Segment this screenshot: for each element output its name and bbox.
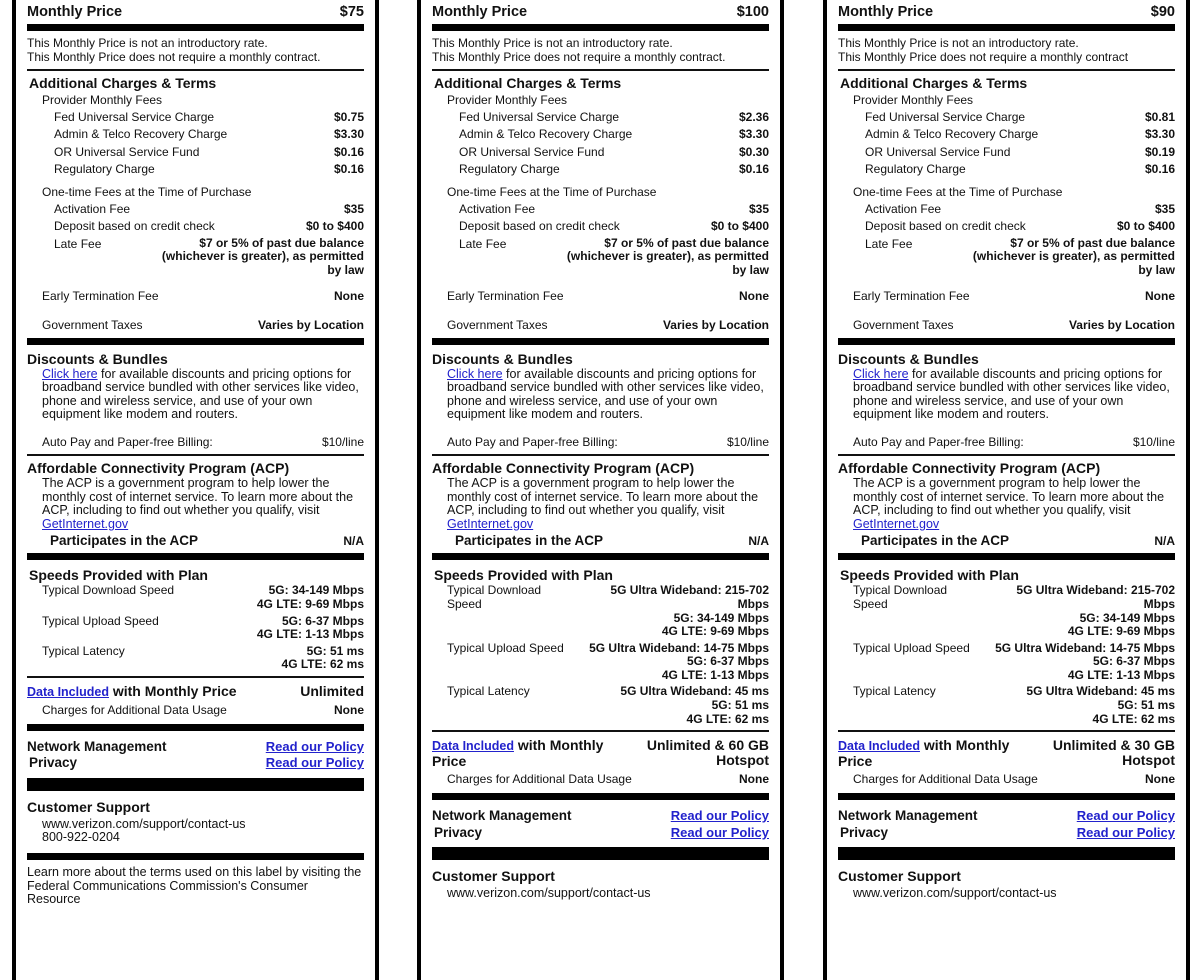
acp-body: The ACP is a government program to help lower the monthly cost of internet service. To learn more about the ACP, including to find out whether you qualify, visit xyxy=(42,475,354,518)
speed-value: 4G LTE: 9-69 Mbps xyxy=(1067,624,1175,639)
speed-value: 4G LTE: 1-13 Mbps xyxy=(1067,667,1175,682)
divider-thick xyxy=(27,338,364,345)
network-management-row xyxy=(27,739,364,756)
speed-value: 5G: 34-149 Mbps xyxy=(1079,610,1175,625)
divider-thick xyxy=(838,553,1175,560)
data-included-label xyxy=(27,684,237,700)
speed-value: 4G LTE: 9-69 Mbps xyxy=(661,624,769,639)
data-included-rest: with Monthly Price xyxy=(432,737,604,770)
fee-row xyxy=(432,126,769,143)
autopay-value: $10/line xyxy=(1132,434,1175,449)
speed-value: 5G Ultra Wideband: 45 ms xyxy=(620,684,769,699)
broadband-label xyxy=(417,0,784,980)
fee-value: $0.16 xyxy=(333,161,364,176)
discounts-body: for available discounts and pricing options for broadband service bundled with other services like video, phone and wireless service, and use of your own equipment like modem and routers. xyxy=(447,366,764,422)
acp-part-label: Participates in the ACP xyxy=(50,533,199,549)
speed-value: 5G: 6-37 Mbps xyxy=(1092,654,1175,669)
fee-row xyxy=(27,161,364,178)
onetime-fees-title: One-time Fees at the Time of Purchase xyxy=(853,185,1063,200)
network-management-row xyxy=(432,808,769,825)
divider-thin xyxy=(27,69,364,71)
tax-label: Government Taxes xyxy=(853,317,954,332)
privacy-label: Privacy xyxy=(434,824,483,840)
fee-value: $35 xyxy=(343,202,364,217)
intro-note: This Monthly Price is not an introductory rate. xyxy=(838,36,1079,50)
discounts-text xyxy=(432,368,769,422)
fee-row-deposit xyxy=(432,218,769,235)
fee-name: Regulatory Charge xyxy=(459,161,560,176)
upload-label: Typical Upload Speed xyxy=(447,640,564,655)
additional-charges-title: Additional Charges & Terms xyxy=(29,75,217,91)
contract-note: This Monthly Price does not require a monthly contract. xyxy=(27,49,321,64)
autopay-row xyxy=(838,434,1175,451)
download-speed-row xyxy=(27,584,364,611)
fee-name: OR Universal Service Fund xyxy=(54,144,200,159)
fee-value: $0.81 xyxy=(1144,110,1175,124)
monthly-price-value: $100 xyxy=(736,4,769,20)
divider-thin xyxy=(838,69,1175,71)
fee-row-activation xyxy=(432,201,769,218)
discounts-link[interactable]: Click here xyxy=(853,366,909,381)
speed-value: 5G: 6-37 Mbps xyxy=(686,654,769,669)
fee-row xyxy=(838,161,1175,178)
speeds-title: Speeds Provided with Plan xyxy=(29,567,208,584)
fee-name: Fed Universal Service Charge xyxy=(54,110,215,124)
privacy-row xyxy=(432,825,769,842)
privacy-label: Privacy xyxy=(840,824,889,840)
autopay-value: $10/line xyxy=(726,434,769,449)
provider-fees-list xyxy=(27,109,364,178)
fee-name: Deposit based on credit check xyxy=(865,219,1026,234)
divider-thin xyxy=(838,454,1175,456)
latency-row xyxy=(27,645,364,672)
speed-value: 5G: 51 ms xyxy=(306,643,364,658)
fee-value: $0.16 xyxy=(738,161,769,176)
fee-name: Admin & Telco Recovery Charge xyxy=(459,127,633,142)
fee-value: $3.30 xyxy=(333,127,364,142)
latency-values xyxy=(620,685,769,726)
fee-row-late xyxy=(838,236,1175,278)
acp-part-value: N/A xyxy=(343,534,364,549)
fee-value: $0.75 xyxy=(333,110,364,124)
onetime-fees-title: One-time Fees at the Time of Purchase xyxy=(42,185,252,200)
additional-data-label: Charges for Additional Data Usage xyxy=(42,702,227,717)
latency-values xyxy=(282,645,364,672)
acp-title: Affordable Connectivity Program (ACP) xyxy=(432,459,695,476)
speed-value: 5G: 51 ms xyxy=(1117,698,1175,713)
fee-row-late xyxy=(432,236,769,278)
provider-fees-title: Provider Monthly Fees xyxy=(42,93,163,107)
contract-note: This Monthly Price does not require a monthly contract xyxy=(838,49,1129,64)
fee-row xyxy=(432,144,769,161)
tax-label: Government Taxes xyxy=(447,317,548,332)
acp-body: The ACP is a government program to help lower the monthly cost of internet service. To learn more about the ACP, including to find out whether you qualify, visit xyxy=(447,475,759,518)
discounts-title: Discounts & Bundles xyxy=(27,350,168,367)
onetime-fees-title: One-time Fees at the Time of Purchase xyxy=(447,185,657,200)
fee-value: $0.16 xyxy=(1144,161,1175,176)
support-phone: 800-922-0204 xyxy=(42,830,120,845)
speeds-title: Speeds Provided with Plan xyxy=(434,567,613,584)
divider-thick xyxy=(432,24,769,31)
speed-value: 5G Ultra Wideband: 215-702 Mbps xyxy=(610,583,769,611)
privacy-policy-link[interactable]: Read our Policy xyxy=(265,755,364,771)
upload-values xyxy=(257,615,364,642)
download-values xyxy=(257,584,364,611)
etf-row xyxy=(27,288,364,305)
autopay-label: Auto Pay and Paper-free Billing: xyxy=(853,434,1024,449)
provider-fees-list xyxy=(432,109,769,178)
data-included-value: Unlimited & 60 GB Hotspot xyxy=(646,737,769,769)
privacy-row xyxy=(838,825,1175,842)
fee-name: Late Fee xyxy=(865,236,913,251)
acp-part-label: Participates in the ACP xyxy=(861,533,1010,549)
data-included-link[interactable]: Data Included xyxy=(838,739,920,754)
speed-value: 4G LTE: 9-69 Mbps xyxy=(256,596,364,611)
fee-value: $0 to $400 xyxy=(305,219,364,234)
fee-value: $0.30 xyxy=(738,144,769,159)
speed-value: 5G Ultra Wideband: 14-75 Mbps xyxy=(589,640,769,655)
getinternet-link[interactable]: GetInternet.gov xyxy=(42,516,129,531)
fee-name: Activation Fee xyxy=(865,202,942,217)
privacy-label: Privacy xyxy=(29,755,78,771)
divider-thick xyxy=(27,24,364,31)
acp-part-label: Participates in the ACP xyxy=(455,533,604,549)
monthly-price-row xyxy=(432,3,769,21)
acp-part-value: N/A xyxy=(1154,534,1175,549)
latency-label: Typical Latency xyxy=(853,684,936,699)
monthly-price-label: Monthly Price xyxy=(838,4,934,20)
monthly-price-value: $90 xyxy=(1150,4,1175,20)
etf-label: Early Termination Fee xyxy=(42,288,159,303)
download-label: Typical Download Speed xyxy=(447,583,542,611)
additional-data-value: None xyxy=(334,702,364,717)
latency-label: Typical Latency xyxy=(447,684,530,699)
tax-label: Government Taxes xyxy=(42,317,143,332)
provider-fees-list xyxy=(838,109,1175,178)
privacy-policy-link[interactable]: Read our Policy xyxy=(1076,824,1175,840)
data-included-label xyxy=(838,738,1028,769)
divider-thin xyxy=(27,676,364,678)
etf-value: None xyxy=(334,288,364,303)
discounts-link[interactable]: Click here xyxy=(42,366,98,381)
divider-extra-thick xyxy=(432,847,769,860)
fee-name: Activation Fee xyxy=(54,202,131,217)
download-speed-row xyxy=(432,584,769,638)
download-values xyxy=(578,584,769,638)
additional-data-label: Charges for Additional Data Usage xyxy=(853,772,1038,787)
divider-thin xyxy=(432,730,769,732)
additional-data-value: None xyxy=(739,772,769,787)
acp-title: Affordable Connectivity Program (ACP) xyxy=(27,459,290,476)
fee-row xyxy=(838,144,1175,161)
fee-name: Admin & Telco Recovery Charge xyxy=(865,127,1039,142)
divider-thick xyxy=(432,338,769,345)
upload-speed-row xyxy=(432,642,769,683)
additional-data-row xyxy=(838,771,1175,788)
additional-data-value: None xyxy=(1145,772,1175,787)
fee-name: Late Fee xyxy=(54,236,102,251)
divider-thin xyxy=(838,730,1175,732)
fee-value: $0.19 xyxy=(1144,144,1175,159)
customer-support-title: Customer Support xyxy=(27,798,150,815)
data-included-rest: with Monthly Price xyxy=(108,682,237,699)
speed-value: 5G Ultra Wideband: 45 ms xyxy=(1026,684,1175,699)
divider-thick xyxy=(27,853,364,860)
customer-support-title: Customer Support xyxy=(838,868,961,885)
download-speed-row xyxy=(838,584,1175,638)
discounts-body: for available discounts and pricing options for broadband service bundled with other services like video, phone and wireless service, and use of your own equipment like modem and routers. xyxy=(42,366,359,422)
network-management-label: Network Management xyxy=(432,808,572,824)
discounts-link[interactable]: Click here xyxy=(447,366,503,381)
latency-label: Typical Latency xyxy=(42,643,125,658)
support-url: www.verizon.com/support/contact-us xyxy=(42,816,246,831)
intro-note: This Monthly Price is not an introductory rate. xyxy=(27,36,268,50)
upload-speed-row xyxy=(838,642,1175,683)
divider-thick xyxy=(838,24,1175,31)
fee-name: Activation Fee xyxy=(459,202,536,217)
speeds-title: Speeds Provided with Plan xyxy=(840,567,1019,584)
intro-note: This Monthly Price is not an introductory rate. xyxy=(432,36,673,50)
acp-body: The ACP is a government program to help lower the monthly cost of internet service. To learn more about the ACP, including to find out whether you qualify, visit xyxy=(853,475,1165,518)
upload-values xyxy=(995,642,1175,683)
fee-row xyxy=(838,126,1175,143)
fee-name: Fed Universal Service Charge xyxy=(459,110,620,124)
fee-row xyxy=(432,161,769,178)
speed-value: 4G LTE: 62 ms xyxy=(281,657,364,672)
latency-row xyxy=(838,685,1175,726)
acp-text xyxy=(27,477,364,531)
additional-charges-title: Additional Charges & Terms xyxy=(434,75,622,91)
monthly-price-row xyxy=(27,3,364,21)
fee-value: $3.30 xyxy=(1144,127,1175,142)
fee-name: OR Universal Service Fund xyxy=(865,144,1011,159)
divider-thick xyxy=(27,553,364,560)
tax-value: Varies by Location xyxy=(257,317,364,332)
etf-label: Early Termination Fee xyxy=(853,288,970,303)
getinternet-link[interactable]: GetInternet.gov xyxy=(447,516,534,531)
support-url: www.verizon.com/support/contact-us xyxy=(447,886,651,901)
network-policy-link[interactable]: Read our Policy xyxy=(265,738,364,754)
etf-value: None xyxy=(1145,288,1175,303)
fee-row-activation xyxy=(27,201,364,218)
fee-value: $7 or 5% of past due balance (whichever is greater), as permitted by law xyxy=(972,235,1175,277)
tax-value: Varies by Location xyxy=(1068,317,1175,332)
acp-participation-row xyxy=(838,533,1175,549)
autopay-row xyxy=(432,434,769,451)
fee-name: Late Fee xyxy=(459,236,507,251)
fee-name: OR Universal Service Fund xyxy=(459,144,605,159)
tax-value: Varies by Location xyxy=(662,317,769,332)
fee-row-late xyxy=(27,236,364,278)
network-management-row xyxy=(838,808,1175,825)
divider-thick xyxy=(432,793,769,800)
fee-value: $35 xyxy=(1154,202,1175,217)
fee-row xyxy=(838,109,1175,126)
upload-label: Typical Upload Speed xyxy=(42,613,159,628)
discounts-text xyxy=(838,368,1175,422)
network-management-label: Network Management xyxy=(27,738,167,754)
network-management-label: Network Management xyxy=(838,808,978,824)
fee-value: $0 to $400 xyxy=(1116,219,1175,234)
upload-speed-row xyxy=(27,615,364,642)
etf-row xyxy=(432,288,769,305)
speed-value: 5G: 34-149 Mbps xyxy=(673,610,769,625)
speed-value: 4G LTE: 62 ms xyxy=(686,711,769,726)
data-included-link[interactable]: Data Included xyxy=(27,684,109,699)
autopay-label: Auto Pay and Paper-free Billing: xyxy=(42,434,213,449)
acp-participation-row xyxy=(27,533,364,549)
acp-text xyxy=(432,477,769,531)
speed-value: 5G: 51 ms xyxy=(711,698,769,713)
divider-thick xyxy=(432,553,769,560)
acp-participation-row xyxy=(432,533,769,549)
fee-value: $35 xyxy=(748,202,769,217)
fee-row-deposit xyxy=(838,218,1175,235)
etf-row xyxy=(838,288,1175,305)
upload-values xyxy=(589,642,769,683)
discounts-title: Discounts & Bundles xyxy=(838,350,979,367)
divider-thin xyxy=(27,454,364,456)
additional-data-row xyxy=(432,771,769,788)
data-included-value: Unlimited & 30 GB Hotspot xyxy=(1052,737,1175,769)
network-policy-link[interactable]: Read our Policy xyxy=(1076,808,1175,824)
data-included-rest: with Monthly Price xyxy=(838,737,1010,770)
broadband-label xyxy=(823,0,1190,980)
additional-data-row xyxy=(27,702,364,719)
data-included-link[interactable]: Data Included xyxy=(432,739,514,754)
divider-thick xyxy=(838,793,1175,800)
fee-value: $2.36 xyxy=(738,110,769,124)
upload-label: Typical Upload Speed xyxy=(853,640,970,655)
download-label: Typical Download Speed xyxy=(853,583,948,611)
acp-part-value: N/A xyxy=(748,534,769,549)
tax-row xyxy=(838,317,1175,334)
speed-value: 5G Ultra Wideband: 14-75 Mbps xyxy=(995,640,1175,655)
autopay-row xyxy=(27,434,364,451)
fee-name: Admin & Telco Recovery Charge xyxy=(54,127,228,142)
autopay-value: $10/line xyxy=(321,434,364,449)
discounts-text xyxy=(27,368,364,422)
divider-thick xyxy=(838,338,1175,345)
speed-value: 5G: 34-149 Mbps xyxy=(268,583,364,598)
fee-row xyxy=(27,126,364,143)
latency-row xyxy=(432,685,769,726)
download-label: Typical Download Speed xyxy=(42,583,175,598)
customer-support-title: Customer Support xyxy=(432,868,555,885)
monthly-price-row xyxy=(838,3,1175,21)
divider-thin xyxy=(432,69,769,71)
privacy-row xyxy=(27,755,364,772)
speed-value: 4G LTE: 62 ms xyxy=(1092,711,1175,726)
discounts-body: for available discounts and pricing options for broadband service bundled with other services like video, phone and wireless service, and use of your own equipment like modem and routers. xyxy=(853,366,1170,422)
data-included-row xyxy=(432,738,769,769)
broadband-label xyxy=(12,0,379,980)
etf-label: Early Termination Fee xyxy=(447,288,564,303)
support-url: www.verizon.com/support/contact-us xyxy=(853,886,1057,901)
getinternet-link[interactable]: GetInternet.gov xyxy=(853,516,940,531)
divider-thin xyxy=(432,454,769,456)
fee-value: $7 or 5% of past due balance (whichever is greater), as permitted by law xyxy=(566,235,769,277)
download-values xyxy=(984,584,1175,638)
network-policy-link[interactable]: Read our Policy xyxy=(670,808,769,824)
fee-name: Regulatory Charge xyxy=(54,161,155,176)
data-included-value: Unlimited xyxy=(300,682,364,699)
divider-thick xyxy=(27,724,364,731)
tax-row xyxy=(27,317,364,334)
autopay-label: Auto Pay and Paper-free Billing: xyxy=(447,434,618,449)
monthly-price-label: Monthly Price xyxy=(432,4,528,20)
contract-note: This Monthly Price does not require a monthly contract. xyxy=(432,49,726,64)
fee-row-deposit xyxy=(27,218,364,235)
monthly-price-label: Monthly Price xyxy=(27,4,123,20)
tax-row xyxy=(432,317,769,334)
acp-title: Affordable Connectivity Program (ACP) xyxy=(838,459,1101,476)
fee-value: $0.16 xyxy=(333,144,364,159)
fee-name: Deposit based on credit check xyxy=(459,219,620,234)
data-included-row xyxy=(838,738,1175,769)
discounts-title: Discounts & Bundles xyxy=(432,350,573,367)
provider-fees-title: Provider Monthly Fees xyxy=(447,93,568,107)
fee-row-activation xyxy=(838,201,1175,218)
fee-value: $3.30 xyxy=(738,127,769,142)
provider-fees-title: Provider Monthly Fees xyxy=(853,93,974,107)
latency-values xyxy=(1026,685,1175,726)
fee-name: Regulatory Charge xyxy=(865,161,966,176)
etf-value: None xyxy=(739,288,769,303)
additional-charges-title: Additional Charges & Terms xyxy=(840,75,1028,91)
privacy-policy-link[interactable]: Read our Policy xyxy=(670,824,769,840)
speed-value: 4G LTE: 1-13 Mbps xyxy=(256,627,364,642)
data-included-row xyxy=(27,684,364,700)
divider-extra-thick xyxy=(838,847,1175,860)
acp-text xyxy=(838,477,1175,531)
learn-more-text: Learn more about the terms used on this label by visiting the Federal Communications Commission's Consumer Resource xyxy=(27,865,362,907)
fee-value: $0 to $400 xyxy=(710,219,769,234)
fee-value: $7 or 5% of past due balance (whichever is greater), as permitted by law xyxy=(161,235,364,277)
fee-row xyxy=(432,109,769,126)
fee-name: Fed Universal Service Charge xyxy=(865,110,1026,124)
additional-data-label: Charges for Additional Data Usage xyxy=(447,772,632,787)
data-included-label xyxy=(432,738,622,769)
fee-name: Deposit based on credit check xyxy=(54,219,215,234)
fee-row xyxy=(27,144,364,161)
monthly-price-value: $75 xyxy=(339,4,364,20)
speed-value: 4G LTE: 1-13 Mbps xyxy=(661,667,769,682)
divider-extra-thick xyxy=(27,778,364,791)
speed-value: 5G: 6-37 Mbps xyxy=(281,613,364,628)
speed-value: 5G Ultra Wideband: 215-702 Mbps xyxy=(1016,583,1175,611)
fee-row xyxy=(27,109,364,126)
